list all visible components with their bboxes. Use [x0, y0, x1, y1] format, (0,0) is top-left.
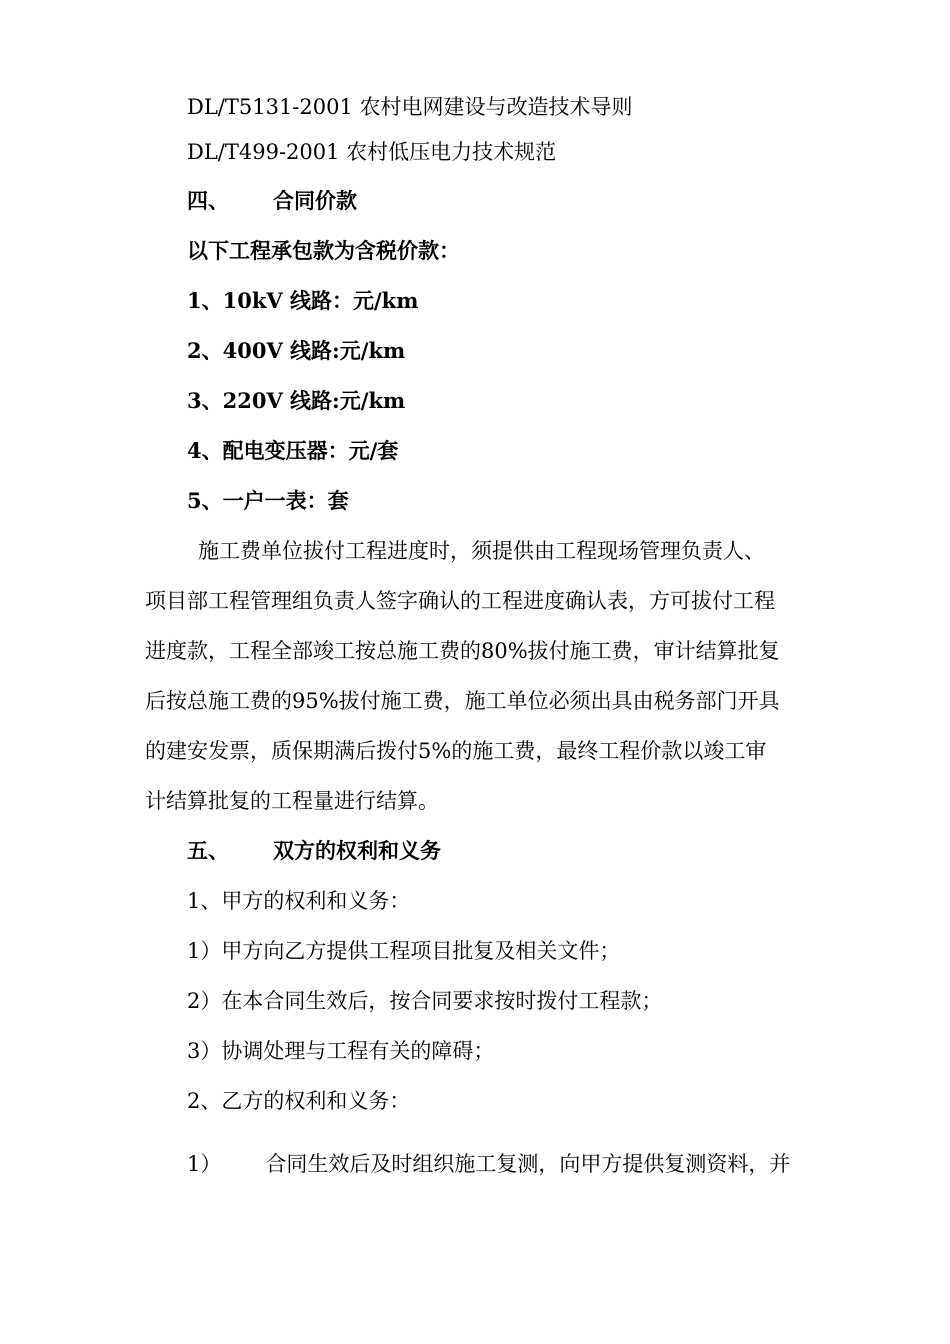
- section-5-number: 五、: [187, 838, 229, 863]
- price-item-2: 2、400V 线路:元/km: [187, 338, 406, 363]
- section-4-intro: 以下工程承包款为含税价款：: [187, 238, 460, 263]
- payment-paragraph-line-6: 计结算批复的工程量进行结算。: [145, 789, 439, 813]
- standard-reference-1: DL/T5131-2001 农村电网建设与改造技术导则: [187, 95, 633, 119]
- section-4-title: 合同价款: [273, 188, 357, 213]
- section-5-heading: [187, 836, 441, 866]
- price-item-1: 1、10kV 线路：元/km: [187, 288, 419, 313]
- section-4-heading: [187, 186, 357, 216]
- standard-reference-2: DL/T499-2001 农村低压电力技术规范: [187, 140, 557, 164]
- payment-paragraph-line-3: 进度款，工程全部竣工按总施工费的80%拔付施工费，审计结算批复: [145, 639, 780, 663]
- party-a-heading: 1、甲方的权利和义务：: [187, 889, 411, 913]
- payment-paragraph-line-4: 后按总施工费的95%拔付施工费，施工单位必须出具由税务部门开具: [145, 689, 780, 713]
- party-b-item-1-number: 1）: [187, 1152, 222, 1176]
- price-item-3: 3、220V 线路:元/km: [187, 388, 406, 413]
- price-item-4: 4、配电变压器：元/套: [187, 438, 399, 463]
- party-a-item-2: 2）在本合同生效后，按合同要求按时拨付工程款；: [187, 989, 663, 1013]
- party-a-item-1: 1）甲方向乙方提供工程项目批复及相关文件；: [187, 939, 621, 963]
- party-b-item-1: [187, 1149, 790, 1179]
- payment-paragraph-line-5: 的建安发票，质保期满后拨付5%的施工费，最终工程价款以竣工审: [145, 739, 767, 763]
- party-b-heading: 2、乙方的权利和义务：: [187, 1089, 411, 1113]
- section-4-number: 四、: [187, 188, 229, 213]
- price-item-5: 5、一户一表：套: [187, 488, 349, 513]
- section-5-title: 双方的权利和义务: [273, 838, 441, 863]
- payment-paragraph-line-1: 施工费单位拔付工程进度时，须提供由工程现场管理负责人、: [198, 539, 765, 563]
- party-b-item-1-text: 合同生效后及时组织施工复测，向甲方提供复测资料，并: [265, 1152, 791, 1176]
- party-a-item-3: 3）协调处理与工程有关的障碍；: [187, 1039, 495, 1063]
- payment-paragraph-line-2: 项目部工程管理组负责人签字确认的工程进度确认表，方可拔付工程: [145, 589, 775, 613]
